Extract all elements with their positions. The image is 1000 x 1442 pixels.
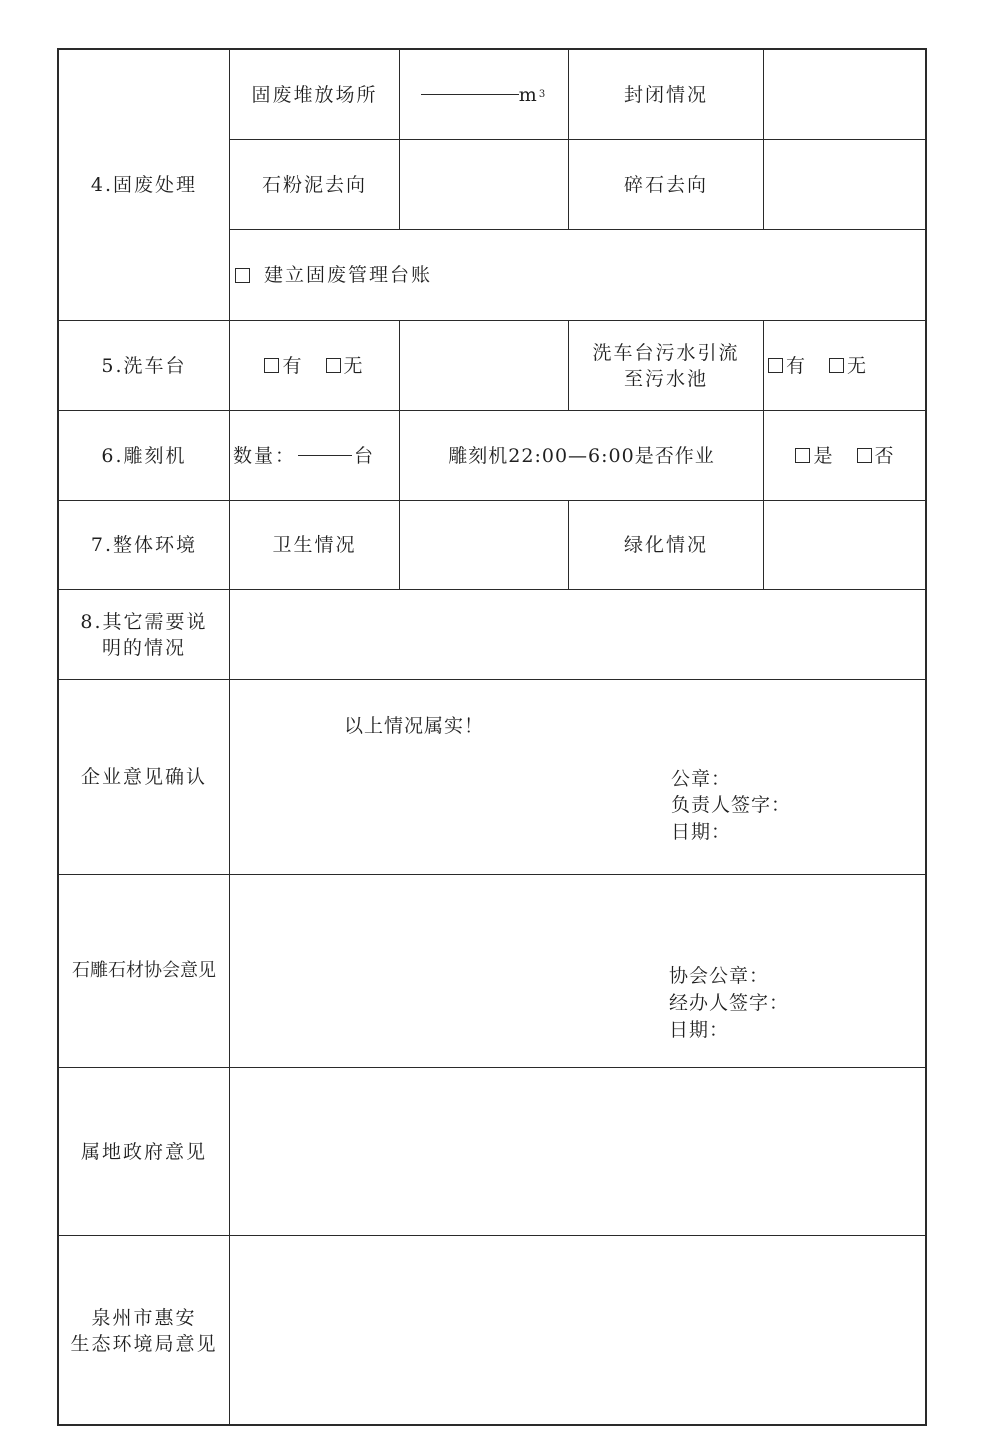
storage-volume-field[interactable] — [400, 50, 569, 140]
label-text: 企业意见确认 — [80, 766, 207, 788]
label-text: 6.雕刻机 — [101, 444, 187, 467]
label-text: 石粉泥去向 — [261, 173, 367, 196]
gravel-label — [569, 140, 764, 230]
label-text: 5.洗车台 — [101, 354, 187, 377]
quantity-blank[interactable] — [298, 455, 352, 456]
row-label-other — [59, 590, 230, 680]
gravel-field[interactable] — [764, 140, 927, 230]
row-label-eco-bureau — [59, 1236, 230, 1426]
label-text: 7.整体环境 — [90, 534, 198, 556]
checkbox[interactable] — [857, 448, 872, 463]
unit-text: 台 — [354, 444, 376, 467]
option-yes[interactable] — [795, 443, 834, 469]
option-label: 有 — [282, 354, 304, 377]
storage-site-label — [230, 50, 400, 140]
wash-station-field[interactable] — [400, 321, 569, 411]
checkbox[interactable] — [326, 358, 341, 373]
date-label: 日期： — [671, 821, 732, 843]
label-text: 封闭情况 — [623, 83, 708, 106]
checkbox[interactable] — [264, 358, 279, 373]
date-label: 日期： — [669, 1019, 730, 1041]
row-label-solid-waste — [59, 50, 230, 321]
greening-field[interactable] — [764, 501, 927, 590]
signature-label: 负责人签字： — [671, 794, 792, 816]
row-label-enterprise — [59, 680, 230, 875]
option-no[interactable] — [829, 353, 868, 379]
checkbox[interactable] — [768, 358, 783, 373]
label-text: 碎石去向 — [623, 173, 708, 196]
label-line-2: 生态环境局意见 — [70, 1333, 218, 1355]
ledger-checkbox-row[interactable] — [230, 230, 927, 321]
carving-quantity-field[interactable] — [230, 411, 400, 501]
eco-bureau-field[interactable] — [230, 1236, 927, 1426]
association-field[interactable] — [230, 875, 927, 1068]
label-line-1: 泉州市惠安 — [91, 1307, 197, 1329]
other-field[interactable] — [230, 590, 927, 680]
night-operation-options — [764, 411, 927, 501]
seal-label: 协会公章： — [669, 965, 770, 987]
stone-mud-field[interactable] — [400, 140, 569, 230]
sanitation-field[interactable] — [400, 501, 569, 590]
option-label: 无 — [343, 354, 365, 377]
option-label: 否 — [874, 444, 896, 467]
unit-text: m — [518, 83, 539, 106]
local-gov-field[interactable] — [230, 1068, 927, 1236]
ledger-checkbox[interactable] — [235, 268, 250, 283]
checkbox[interactable] — [829, 358, 844, 373]
seal-label: 公章： — [671, 768, 732, 790]
enclosure-field[interactable] — [764, 50, 927, 140]
drainage-options — [764, 321, 927, 411]
option-no[interactable] — [326, 353, 365, 379]
row-label-wash-station — [59, 321, 230, 411]
checkbox[interactable] — [795, 448, 810, 463]
row-label-association — [59, 875, 230, 1068]
night-operation-label — [400, 411, 764, 501]
label-text: 洗车台污水引流至污水池 — [592, 341, 740, 390]
option-no[interactable] — [857, 443, 896, 469]
enterprise-field[interactable] — [230, 680, 927, 875]
wash-station-options — [230, 321, 400, 411]
label-text: 属地政府意见 — [80, 1140, 207, 1163]
label-text: 数量： — [233, 444, 297, 467]
drainage-label — [569, 321, 764, 411]
label-text: 绿化情况 — [623, 534, 708, 556]
label-text: 卫生情况 — [272, 534, 357, 556]
sanitation-label — [230, 501, 400, 590]
row-label-carving-machine — [59, 411, 230, 501]
option-yes[interactable] — [264, 353, 303, 379]
option-yes[interactable] — [768, 353, 807, 379]
row-label-environment — [59, 501, 230, 590]
label-text: 固废堆放场所 — [251, 83, 378, 106]
option-label: 有 — [786, 354, 808, 377]
greening-label — [569, 501, 764, 590]
unit-superscript: 3 — [538, 88, 548, 100]
row-label-local-gov — [59, 1068, 230, 1236]
stone-mud-label — [230, 140, 400, 230]
label-text: 8.其它需要说明的情况 — [80, 610, 208, 659]
option-label: 无 — [847, 354, 869, 377]
statement-text: 以上情况属实！ — [344, 715, 485, 737]
label-text: 4.固废处理 — [90, 174, 198, 196]
signature-label: 经办人签字： — [669, 992, 790, 1014]
option-label: 是 — [813, 444, 835, 467]
label-text: 雕刻机22:00—6:00是否作业 — [448, 444, 715, 467]
enclosure-label — [569, 50, 764, 140]
inspection-form-table — [57, 48, 927, 1426]
label-text: 石雕石材协会意见 — [72, 960, 216, 981]
volume-blank[interactable] — [421, 94, 519, 95]
label-text: 建立固废管理台账 — [264, 264, 433, 286]
